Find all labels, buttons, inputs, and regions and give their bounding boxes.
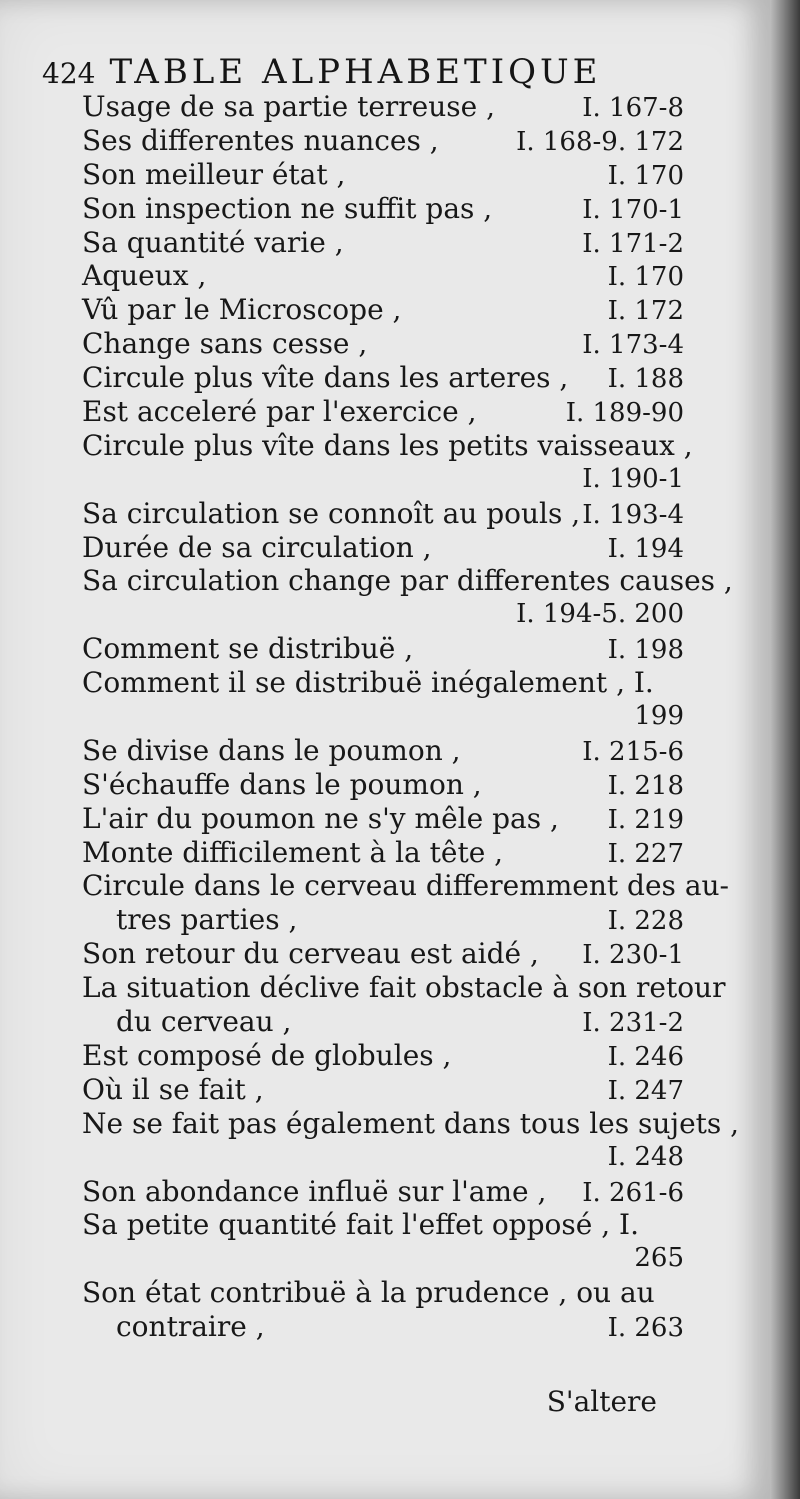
entry-reference: I. 194-5. 200 bbox=[516, 599, 684, 630]
index-entry bbox=[82, 293, 684, 327]
index-entry bbox=[82, 1106, 740, 1141]
entry-text: Circule dans le cerveau differemment des au- bbox=[82, 869, 730, 903]
entry-text: Comment il se distribuë inégalement , I. bbox=[82, 666, 654, 700]
index-entry bbox=[82, 1310, 684, 1344]
index-entry bbox=[82, 768, 684, 802]
entry-reference: I. 167-8 bbox=[582, 93, 684, 123]
index-entry bbox=[82, 90, 684, 124]
entry-text: du cerveau , bbox=[116, 1005, 292, 1039]
entry-reference: I. 198 bbox=[607, 635, 684, 666]
entry-text: Circule plus vîte dans les petits vaisseaux , bbox=[82, 428, 693, 462]
entry-reference: I. 218 bbox=[607, 770, 684, 801]
entry-reference: I. 263 bbox=[607, 1313, 684, 1344]
entry-text: Monte difficilement à la tête , bbox=[82, 835, 504, 869]
index-entries bbox=[82, 90, 740, 1344]
entry-reference: I. 189-90 bbox=[565, 398, 684, 429]
entry-text: La situation déclive fait obstacle à son retour bbox=[82, 971, 726, 1005]
index-entry bbox=[82, 463, 684, 497]
index-entry bbox=[82, 1039, 684, 1073]
index-entry bbox=[82, 1276, 684, 1310]
entry-text: tres parties , bbox=[116, 903, 298, 937]
index-entry bbox=[82, 1175, 684, 1209]
entry-text: Ses differentes nuances , bbox=[82, 123, 439, 157]
page-title: TABLE ALPHABETIQUE bbox=[109, 52, 602, 92]
index-entry bbox=[82, 971, 726, 1005]
index-entry bbox=[82, 259, 684, 293]
index-entry bbox=[82, 937, 684, 971]
entry-text: S'échauffe dans le poumon , bbox=[82, 767, 482, 801]
entry-reference: I. 228 bbox=[607, 906, 684, 937]
catchword: S'altere bbox=[546, 1385, 657, 1418]
entry-reference: I. 231-2 bbox=[582, 1008, 684, 1039]
index-entry bbox=[82, 802, 684, 836]
entry-reference: I. 230-1 bbox=[582, 940, 684, 971]
index-entry bbox=[82, 598, 684, 632]
running-header bbox=[42, 52, 662, 92]
entry-reference: I. 170-1 bbox=[582, 194, 684, 225]
page-number: 424 bbox=[42, 57, 96, 90]
index-entry bbox=[82, 428, 693, 463]
entry-reference: 199 bbox=[634, 701, 684, 732]
entry-reference: I. 193-4 bbox=[582, 499, 684, 530]
entry-text: Durée de sa circulation , bbox=[82, 530, 432, 564]
entry-reference: I. 248 bbox=[607, 1141, 684, 1172]
entry-reference: I. 171-2 bbox=[582, 228, 684, 259]
entry-text: contraire , bbox=[116, 1310, 265, 1344]
index-entry bbox=[82, 836, 684, 870]
index-entry bbox=[82, 124, 684, 158]
entry-reference: I. 190-1 bbox=[582, 463, 684, 494]
index-entry bbox=[82, 869, 730, 903]
entry-text: Ne se fait pas également dans tous les sujets , bbox=[82, 1106, 740, 1140]
entry-reference: I. 227 bbox=[607, 838, 684, 869]
entry-text: Où il se fait , bbox=[82, 1072, 264, 1106]
entry-reference: I. 172 bbox=[607, 296, 684, 327]
index-entry bbox=[82, 395, 684, 429]
index-entry bbox=[82, 497, 684, 531]
index-entry bbox=[82, 361, 684, 395]
index-entry bbox=[82, 903, 684, 937]
index-entry bbox=[82, 1242, 684, 1276]
page-edge bbox=[770, 0, 800, 1499]
index-entry bbox=[82, 192, 684, 226]
entry-text: Comment se distribuë , bbox=[82, 632, 414, 666]
index-entry bbox=[82, 564, 733, 598]
entry-reference: I. 247 bbox=[607, 1075, 684, 1106]
index-entry bbox=[82, 1005, 684, 1039]
index-entry bbox=[82, 666, 684, 700]
entry-reference: I. 194 bbox=[607, 533, 684, 564]
index-entry bbox=[82, 632, 684, 666]
entry-reference: I. 170 bbox=[607, 160, 684, 191]
index-entry bbox=[82, 734, 684, 768]
entry-text: Vû par le Microscope , bbox=[82, 293, 402, 327]
entry-text: Son état contribuë à la prudence , ou au bbox=[82, 1276, 655, 1310]
entry-text: Son inspection ne suffit pas , bbox=[82, 191, 493, 225]
entry-text: Change sans cesse , bbox=[82, 327, 368, 361]
index-entry bbox=[82, 700, 684, 734]
entry-reference: I. 168-9. 172 bbox=[516, 126, 684, 157]
entry-reference: I. 261-6 bbox=[582, 1177, 684, 1208]
entry-text: Sa quantité varie , bbox=[82, 225, 344, 259]
entry-text: Son retour du cerveau est aidé , bbox=[82, 937, 539, 971]
index-entry bbox=[82, 158, 684, 192]
entry-text: Est composé de globules , bbox=[82, 1038, 452, 1072]
index-entry bbox=[82, 531, 684, 565]
entry-text: Circule plus vîte dans les arteres , bbox=[82, 361, 569, 395]
index-entry bbox=[82, 1073, 684, 1107]
entry-text: Sa circulation se connoît au pouls , bbox=[82, 496, 581, 530]
index-entry bbox=[82, 1141, 684, 1175]
entry-text: Sa circulation change par differentes causes , bbox=[82, 564, 733, 598]
entry-text: Aqueux , bbox=[82, 259, 207, 293]
entry-text: L'air du poumon ne s'y mêle pas , bbox=[82, 801, 559, 835]
entry-text: Usage de sa partie terreuse , bbox=[82, 90, 496, 123]
index-entry bbox=[82, 327, 684, 361]
entry-text: Est acceleré par l'exercice , bbox=[82, 395, 477, 429]
entry-reference: I. 219 bbox=[607, 804, 684, 835]
entry-reference: I. 170 bbox=[607, 262, 684, 293]
entry-reference: I. 246 bbox=[607, 1041, 684, 1072]
entry-text: Se divise dans le poumon , bbox=[82, 733, 461, 767]
index-entry bbox=[82, 1208, 684, 1242]
entry-reference: 265 bbox=[634, 1243, 684, 1274]
index-entry bbox=[82, 226, 684, 260]
entry-reference: I. 188 bbox=[607, 364, 684, 395]
entry-reference: I. 173-4 bbox=[582, 330, 684, 361]
entry-text: Son meilleur état , bbox=[82, 157, 346, 191]
entry-text: Son abondance influë sur l'ame , bbox=[82, 1174, 547, 1208]
entry-text: Sa petite quantité fait l'effet opposé , I. bbox=[82, 1208, 639, 1242]
entry-reference: I. 215-6 bbox=[582, 736, 684, 767]
